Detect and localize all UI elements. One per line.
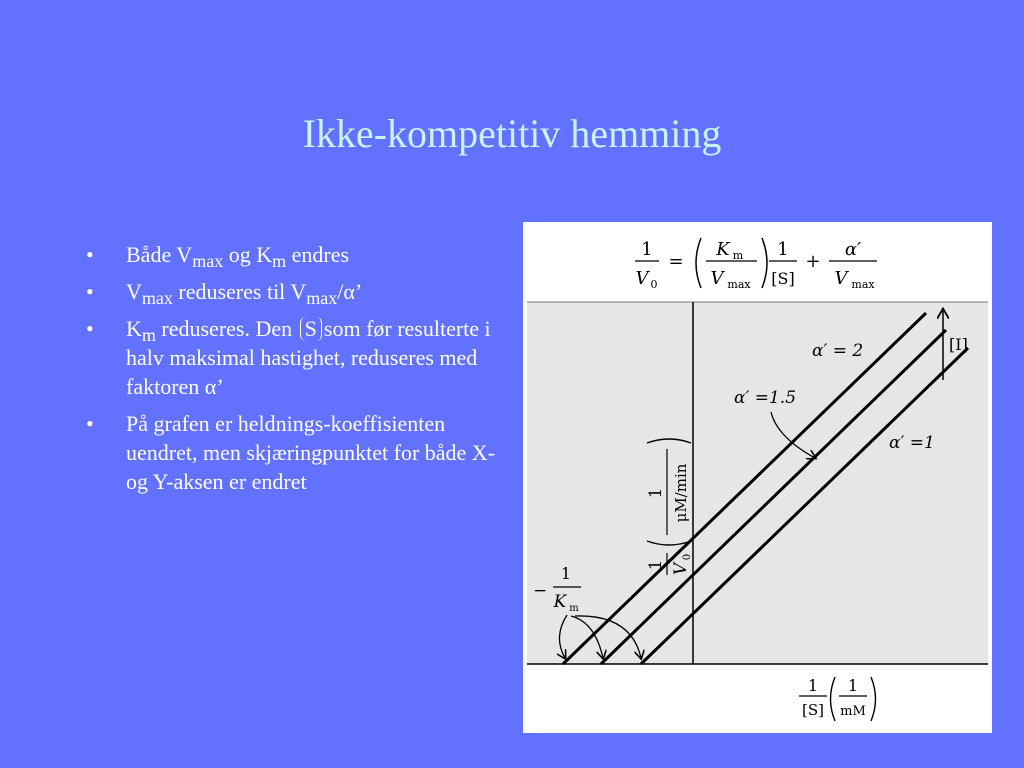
slide-title: Ikke-kompetitiv hemming (302, 111, 722, 156)
svg-text:−: − (533, 581, 548, 601)
svg-text:0: 0 (682, 553, 693, 561)
svg-text:=: = (668, 251, 684, 272)
svg-text:V: V (635, 268, 649, 289)
svg-text:0: 0 (650, 278, 658, 291)
label-alpha-1: α′ =1 (889, 433, 935, 453)
svg-text:max: max (851, 278, 875, 291)
lineweaver-burk-figure (523, 222, 992, 733)
bullet-item: • $K_m$ reduseres. Den S som før resulterte i halv maksimal hastighet, reduseres med faktoren α’ (86, 316, 491, 399)
svg-text:mM: mM (840, 704, 866, 719)
svg-text:V: V (710, 268, 724, 289)
svg-text:[S]: [S] (802, 701, 824, 719)
svg-text:V: V (834, 268, 848, 289)
figure-svg (523, 222, 992, 733)
equation (635, 238, 877, 291)
substrate-bracket: S (300, 317, 322, 341)
label-alpha-2: α′ = 2 (812, 341, 864, 361)
svg-text:+: + (805, 251, 821, 272)
svg-text:m: m (732, 249, 744, 262)
bullet-item: • $V_{max}$ reduseres til $V_{max}/\alpha$’ (86, 279, 363, 308)
svg-text:1: 1 (646, 487, 666, 499)
bullet-list (86, 240, 516, 504)
x-axis-label (799, 676, 876, 721)
svg-text:1: 1 (807, 676, 819, 695)
svg-text:1: 1 (646, 559, 666, 571)
svg-text:K: K (716, 239, 730, 260)
svg-text:1: 1 (641, 239, 653, 260)
label-alpha-1-5: α′ =1.5 (734, 388, 797, 408)
bullet-item: • Både $V_{max}$ og $K_m$ endres (86, 242, 350, 271)
svg-text:m: m (569, 603, 579, 614)
svg-text:μM/min: μM/min (672, 463, 690, 523)
svg-text:V: V (671, 562, 691, 576)
svg-text:α′: α′ (844, 239, 862, 260)
svg-text:1: 1 (560, 564, 572, 583)
svg-text:K: K (553, 592, 567, 612)
inhibitor-label: [I] (949, 335, 968, 354)
svg-text:max: max (727, 278, 751, 291)
svg-text:1: 1 (777, 239, 789, 260)
svg-text:1: 1 (847, 676, 859, 695)
bullet-item: • På grafen er heldnings-koeffisienten uendret, men skjæringpunktet for både X- og Y-aksen er endret (86, 411, 496, 494)
svg-text:[S]: [S] (771, 269, 795, 288)
